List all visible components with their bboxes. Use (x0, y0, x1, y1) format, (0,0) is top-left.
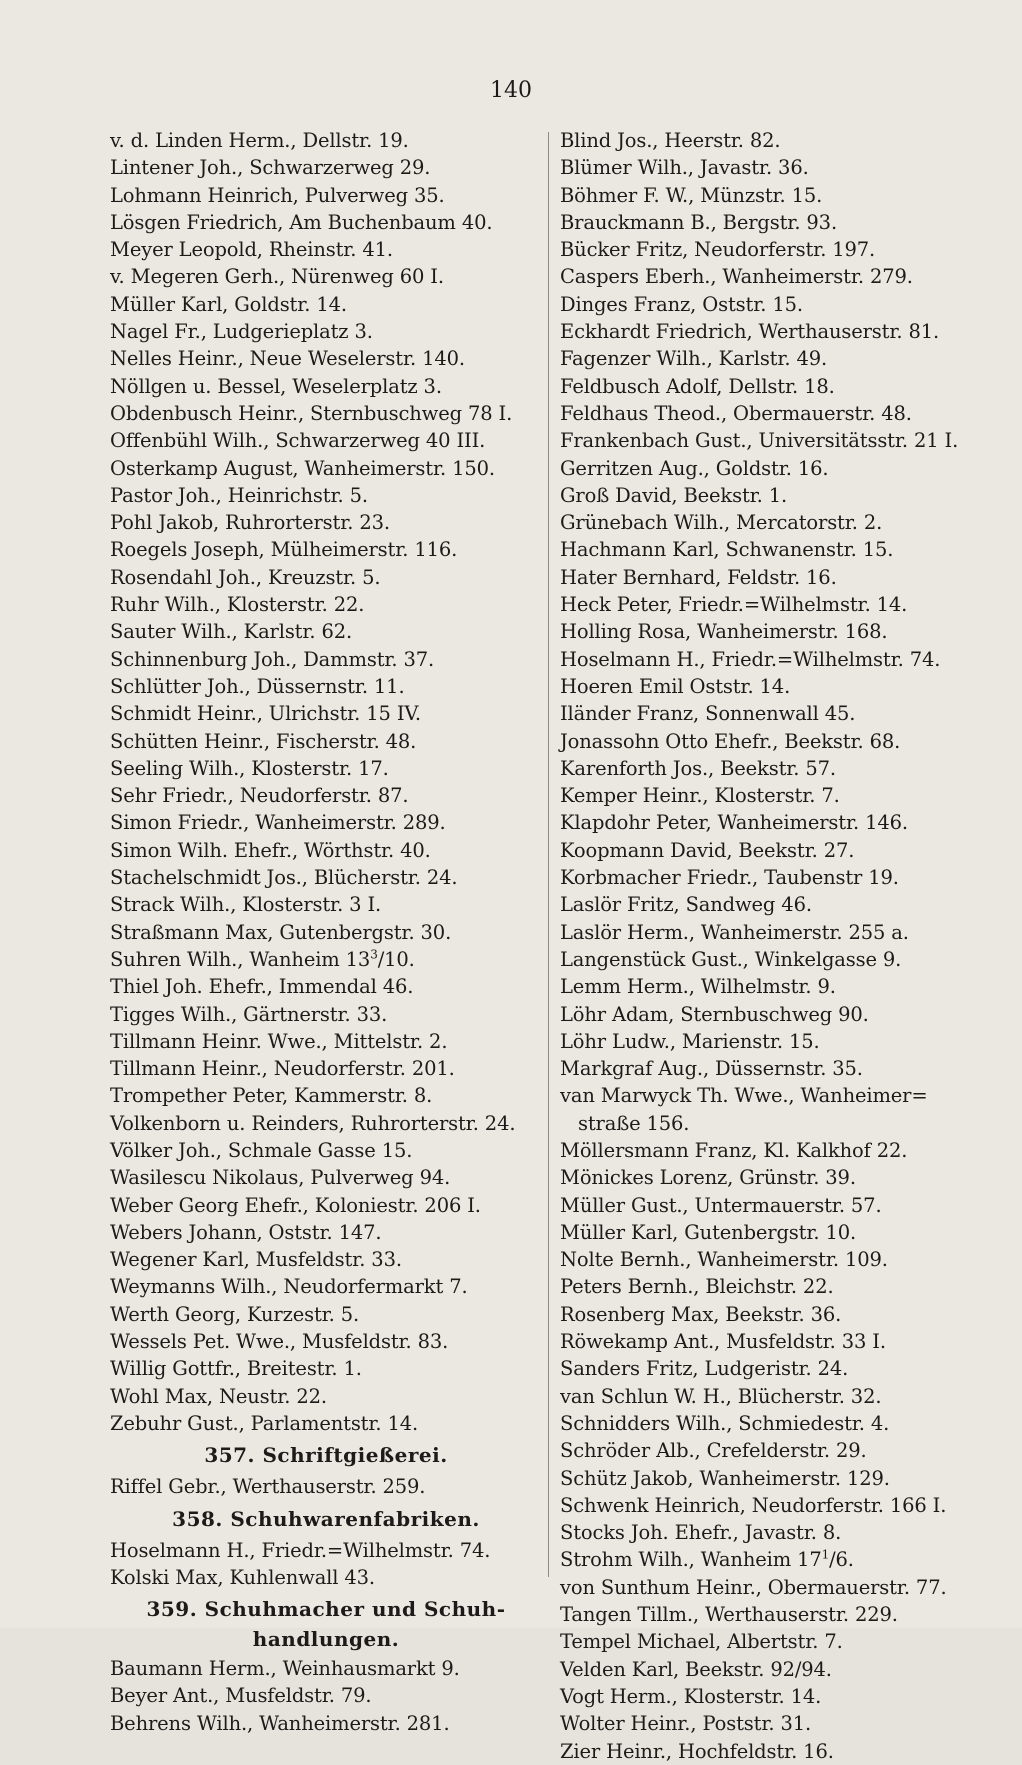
list-item: Schlütter Joh., Düssernstr. 11. (110, 674, 405, 698)
list-item: Müller Gust., Untermauerstr. 57. (560, 1193, 882, 1217)
list-item: Klapdohr Peter, Wanheimerstr. 146. (560, 811, 908, 835)
list-item: Volkenborn u. Reinders, Ruhrorterstr. 24. (110, 1111, 516, 1135)
list-item: Wolter Heinr., Poststr. 31. (560, 1712, 812, 1736)
list-item: Simon Friedr., Wanheimerstr. 289. (110, 811, 446, 835)
list-item: Schmidt Heinr., Ulrichstr. 15 IV. (110, 702, 421, 726)
list-item: Behrens Wilh., Wanheimerstr. 281. (110, 1711, 450, 1735)
list-item: Blümer Wilh., Javastr. 36. (560, 156, 809, 180)
list-item: Zebuhr Gust., Parlamentstr. 14. (110, 1411, 419, 1435)
list-item: Hater Bernhard, Feldstr. 16. (560, 565, 837, 589)
list-item: Blind Jos., Heerstr. 82. (560, 129, 781, 152)
list-item: van Marwyck Th. Wwe., Wanheimer= (560, 1084, 928, 1108)
list-item: Nagel Fr., Ludgerieplatz 3. (110, 320, 373, 344)
list-item: Feldhaus Theod., Obermauerstr. 48. (560, 401, 912, 425)
list-item: Rosendahl Joh., Kreuzstr. 5. (110, 565, 381, 589)
list-item: Werth Georg, Kurzestr. 5. (110, 1302, 360, 1326)
list-item: Sauter Wilh., Karlstr. 62. (110, 620, 353, 644)
list-item: Strohm Wilh., Wanheim $17^1/6$. (560, 1547, 854, 1572)
left-entry-list (110, 127, 542, 946)
right-entry-list-continued (560, 1574, 970, 1765)
list-item: v. Megeren Gerh., Nürenweg 60 I. (110, 265, 444, 289)
list-item: Grünebach Wilh., Mercatorstr. 2. (560, 511, 883, 535)
list-item: Suhren Wilh., Wanheim $13^3/10$. (110, 947, 415, 971)
list-item: Kolski Max, Kuhlenwall 43. (110, 1565, 375, 1589)
list-item: Pohl Jakob, Ruhrorterstr. 23. (110, 511, 390, 535)
list-item: Hoselmann H., Friedr.=Wilhelmstr. 74. (110, 1538, 491, 1562)
list-item: Peters Bernh., Bleichstr. 22. (560, 1275, 834, 1299)
list-item: Laslör Fritz, Sandweg 46. (560, 893, 812, 917)
list-item: Schütz Jakob, Wanheimerstr. 129. (560, 1466, 890, 1490)
list-item: Röwekamp Ant., Musfeldstr. 33 I. (560, 1330, 886, 1354)
list-item: Karenforth Jos., Beekstr. 57. (560, 756, 836, 780)
list-item: Groß David, Beekstr. 1. (560, 483, 788, 507)
list-item: Caspers Eberh., Wanheimerstr. 279. (560, 265, 913, 289)
list-item: Feldbusch Adolf, Dellstr. 18. (560, 374, 835, 398)
list-item: Lemm Herm., Wilhelmstr. 9. (560, 975, 836, 999)
list-item: Beyer Ant., Musfeldstr. 79. (110, 1684, 372, 1708)
list-item: Velden Karl, Beekstr. 92/94. (560, 1657, 832, 1681)
list-item: Völker Joh., Schmale Gasse 15. (110, 1138, 413, 1162)
list-item: Kemper Heinr., Klosterstr. 7. (560, 784, 840, 808)
list-item: Tillmann Heinr. Wwe., Mittelstr. 2. (110, 1029, 448, 1053)
list-item: von Sunthum Heinr., Obermauerstr. 77. (560, 1575, 947, 1599)
list-item: Lohmann Heinrich, Pulverweg 35. (110, 183, 445, 207)
list-item: Wasilescu Nikolaus, Pulverweg 94. (110, 1166, 451, 1190)
list-item: Thiel Joh. Ehefr., Immendal 46. (110, 975, 414, 999)
list-item: Ruhr Wilh., Klosterstr. 22. (110, 593, 365, 617)
list-item: Nöllgen u. Bessel, Weselerplatz 3. (110, 374, 442, 398)
list-item: Brauckmann B., Bergstr. 93. (560, 210, 837, 234)
list-item: Pastor Joh., Heinrichstr. 5. (110, 483, 368, 507)
list-item: Vogt Herm., Klosterstr. 14. (560, 1684, 822, 1708)
list-item: Rosenberg Max, Beekstr. 36. (560, 1302, 842, 1326)
section-heading-358: 358. Schuhwarenfabriken. (172, 1506, 480, 1531)
right-column (560, 127, 970, 1765)
list-item: Willig Gottfr., Breitestr. 1. (110, 1357, 362, 1381)
list-item: Stocks Joh. Ehefr., Javastr. 8. (560, 1521, 842, 1545)
list-item: Baumann Herm., Weinhausmarkt 9. (110, 1657, 460, 1681)
list-item: Müller Karl, Gutenbergstr. 10. (560, 1220, 857, 1244)
list-item: Wohl Max, Neustr. 22. (110, 1384, 327, 1408)
list-item: Weber Georg Ehefr., Koloniestr. 206 I. (110, 1193, 481, 1217)
list-item: straße 156. (578, 1111, 690, 1135)
list-item: v. d. Linden Herm., Dellstr. 19. (110, 129, 409, 152)
list-item: Strack Wilh., Klosterstr. 3 I. (110, 893, 382, 917)
list-item: Tigges Wilh., Gärtnerstr. 33. (110, 1002, 388, 1026)
list-item: Straßmann Max, Gutenbergstr. 30. (110, 920, 452, 944)
list-item: Korbmacher Friedr., Taubenstr 19. (560, 866, 899, 890)
list-item: Stachelschmidt Jos., Blücherstr. 24. (110, 866, 458, 890)
list-item: Nolte Bernh., Wanheimerstr. 109. (560, 1248, 888, 1272)
list-item: Eckhardt Friedrich, Werthauserstr. 81. (560, 320, 940, 344)
list-item: Fagenzer Wilh., Karlstr. 49. (560, 347, 828, 371)
left-entry-list-continued (110, 973, 542, 1437)
list-item: Roegels Joseph, Mülheimerstr. 116. (110, 538, 458, 562)
list-item: Hachmann Karl, Schwanenstr. 15. (560, 538, 894, 562)
list-item: Lintener Joh., Schwarzerweg 29. (110, 156, 431, 180)
list-item: Osterkamp August, Wanheimerstr. 150. (110, 456, 495, 480)
list-item: Sehr Friedr., Neudorferstr. 87. (110, 784, 409, 808)
column-divider (548, 132, 549, 1577)
list-item: Gerritzen Aug., Goldstr. 16. (560, 456, 829, 480)
list-item: Böhmer F. W., Münzstr. 15. (560, 183, 823, 207)
list-item: Tangen Tillm., Werthauserstr. 229. (560, 1603, 898, 1627)
page-number: 140 (490, 78, 532, 103)
list-item: Hoeren Emil Oststr. 14. (560, 674, 791, 698)
section-heading-359: 359. Schuhmacher und Schuh- (146, 1597, 506, 1622)
list-item: Löhr Adam, Sternbuschweg 90. (560, 1002, 869, 1026)
list-item: Schnidders Wilh., Schmiedestr. 4. (560, 1411, 890, 1435)
list-item: Meyer Leopold, Rheinstr. 41. (110, 238, 393, 262)
list-item: Seeling Wilh., Klosterstr. 17. (110, 756, 389, 780)
list-item: Tempel Michael, Albertstr. 7. (560, 1630, 843, 1654)
list-item: Frankenbach Gust., Universitätsstr. 21 I. (560, 429, 959, 453)
section-357-entries (110, 1473, 542, 1500)
list-item: Wessels Pet. Wwe., Musfeldstr. 83. (110, 1330, 449, 1354)
list-item: Markgraf Aug., Düssernstr. 35. (560, 1057, 863, 1081)
list-item: Obdenbusch Heinr., Sternbuschweg 78 I. (110, 401, 513, 425)
section-heading-359-continued: handlungen. (252, 1627, 400, 1652)
list-item: Lösgen Friedrich, Am Buchenbaum 40. (110, 210, 493, 234)
list-item: Koopmann David, Beekstr. 27. (560, 838, 855, 862)
list-item: Nelles Heinr., Neue Weselerstr. 140. (110, 347, 465, 371)
list-item: Schröder Alb., Crefelderstr. 29. (560, 1439, 867, 1463)
list-item: Langenstück Gust., Winkelgasse 9. (560, 947, 902, 971)
list-item: Wegener Karl, Musfeldstr. 33. (110, 1248, 402, 1272)
list-item: Riffel Gebr., Werthauserstr. 259. (110, 1475, 426, 1499)
list-item: Jonassohn Otto Ehefr., Beekstr. 68. (560, 729, 901, 753)
list-item: Weymanns Wilh., Neudorfermarkt 7. (110, 1275, 468, 1299)
list-item: Mönickes Lorenz, Grünstr. 39. (560, 1166, 856, 1190)
left-column (110, 127, 542, 1737)
section-359-entries (110, 1655, 542, 1737)
list-item: Schinnenburg Joh., Dammstr. 37. (110, 647, 435, 671)
list-item: Bücker Fritz, Neudorferstr. 197. (560, 238, 876, 262)
list-item: Laslör Herm., Wanheimerstr. 255 a. (560, 920, 909, 944)
list-item: Möllersmann Franz, Kl. Kalkhof 22. (560, 1138, 908, 1162)
list-item: Heck Peter, Friedr.=Wilhelmstr. 14. (560, 593, 908, 617)
list-item: van Schlun W. H., Blücherstr. 32. (560, 1384, 882, 1408)
list-item: Müller Karl, Goldstr. 14. (110, 292, 347, 316)
list-item: Dinges Franz, Oststr. 15. (560, 292, 803, 316)
list-item: Schütten Heinr., Fischerstr. 48. (110, 729, 417, 753)
list-item: Tillmann Heinr., Neudorferstr. 201. (110, 1057, 455, 1081)
list-item: Webers Johann, Oststr. 147. (110, 1220, 382, 1244)
right-entry-list (560, 127, 970, 1546)
list-item: Offenbühl Wilh., Schwarzerweg 40 III. (110, 429, 486, 453)
list-item: Zier Heinr., Hochfeldstr. 16. (560, 1739, 834, 1763)
list-item: Schwenk Heinrich, Neudorferstr. 166 I. (560, 1493, 947, 1517)
list-item: Trompether Peter, Kammerstr. 8. (110, 1084, 433, 1108)
section-358-entries (110, 1537, 542, 1592)
list-item: Holling Rosa, Wanheimerstr. 168. (560, 620, 888, 644)
list-item: Hoselmann H., Friedr.=Wilhelmstr. 74. (560, 647, 941, 671)
section-heading-357: 357. Schriftgießerei. (204, 1443, 448, 1468)
list-item: Löhr Ludw., Marienstr. 15. (560, 1029, 820, 1053)
list-item: Sanders Fritz, Ludgeristr. 24. (560, 1357, 849, 1381)
list-item: Iländer Franz, Sonnenwall 45. (560, 702, 856, 726)
list-item: Simon Wilh. Ehefr., Wörthstr. 40. (110, 838, 431, 862)
